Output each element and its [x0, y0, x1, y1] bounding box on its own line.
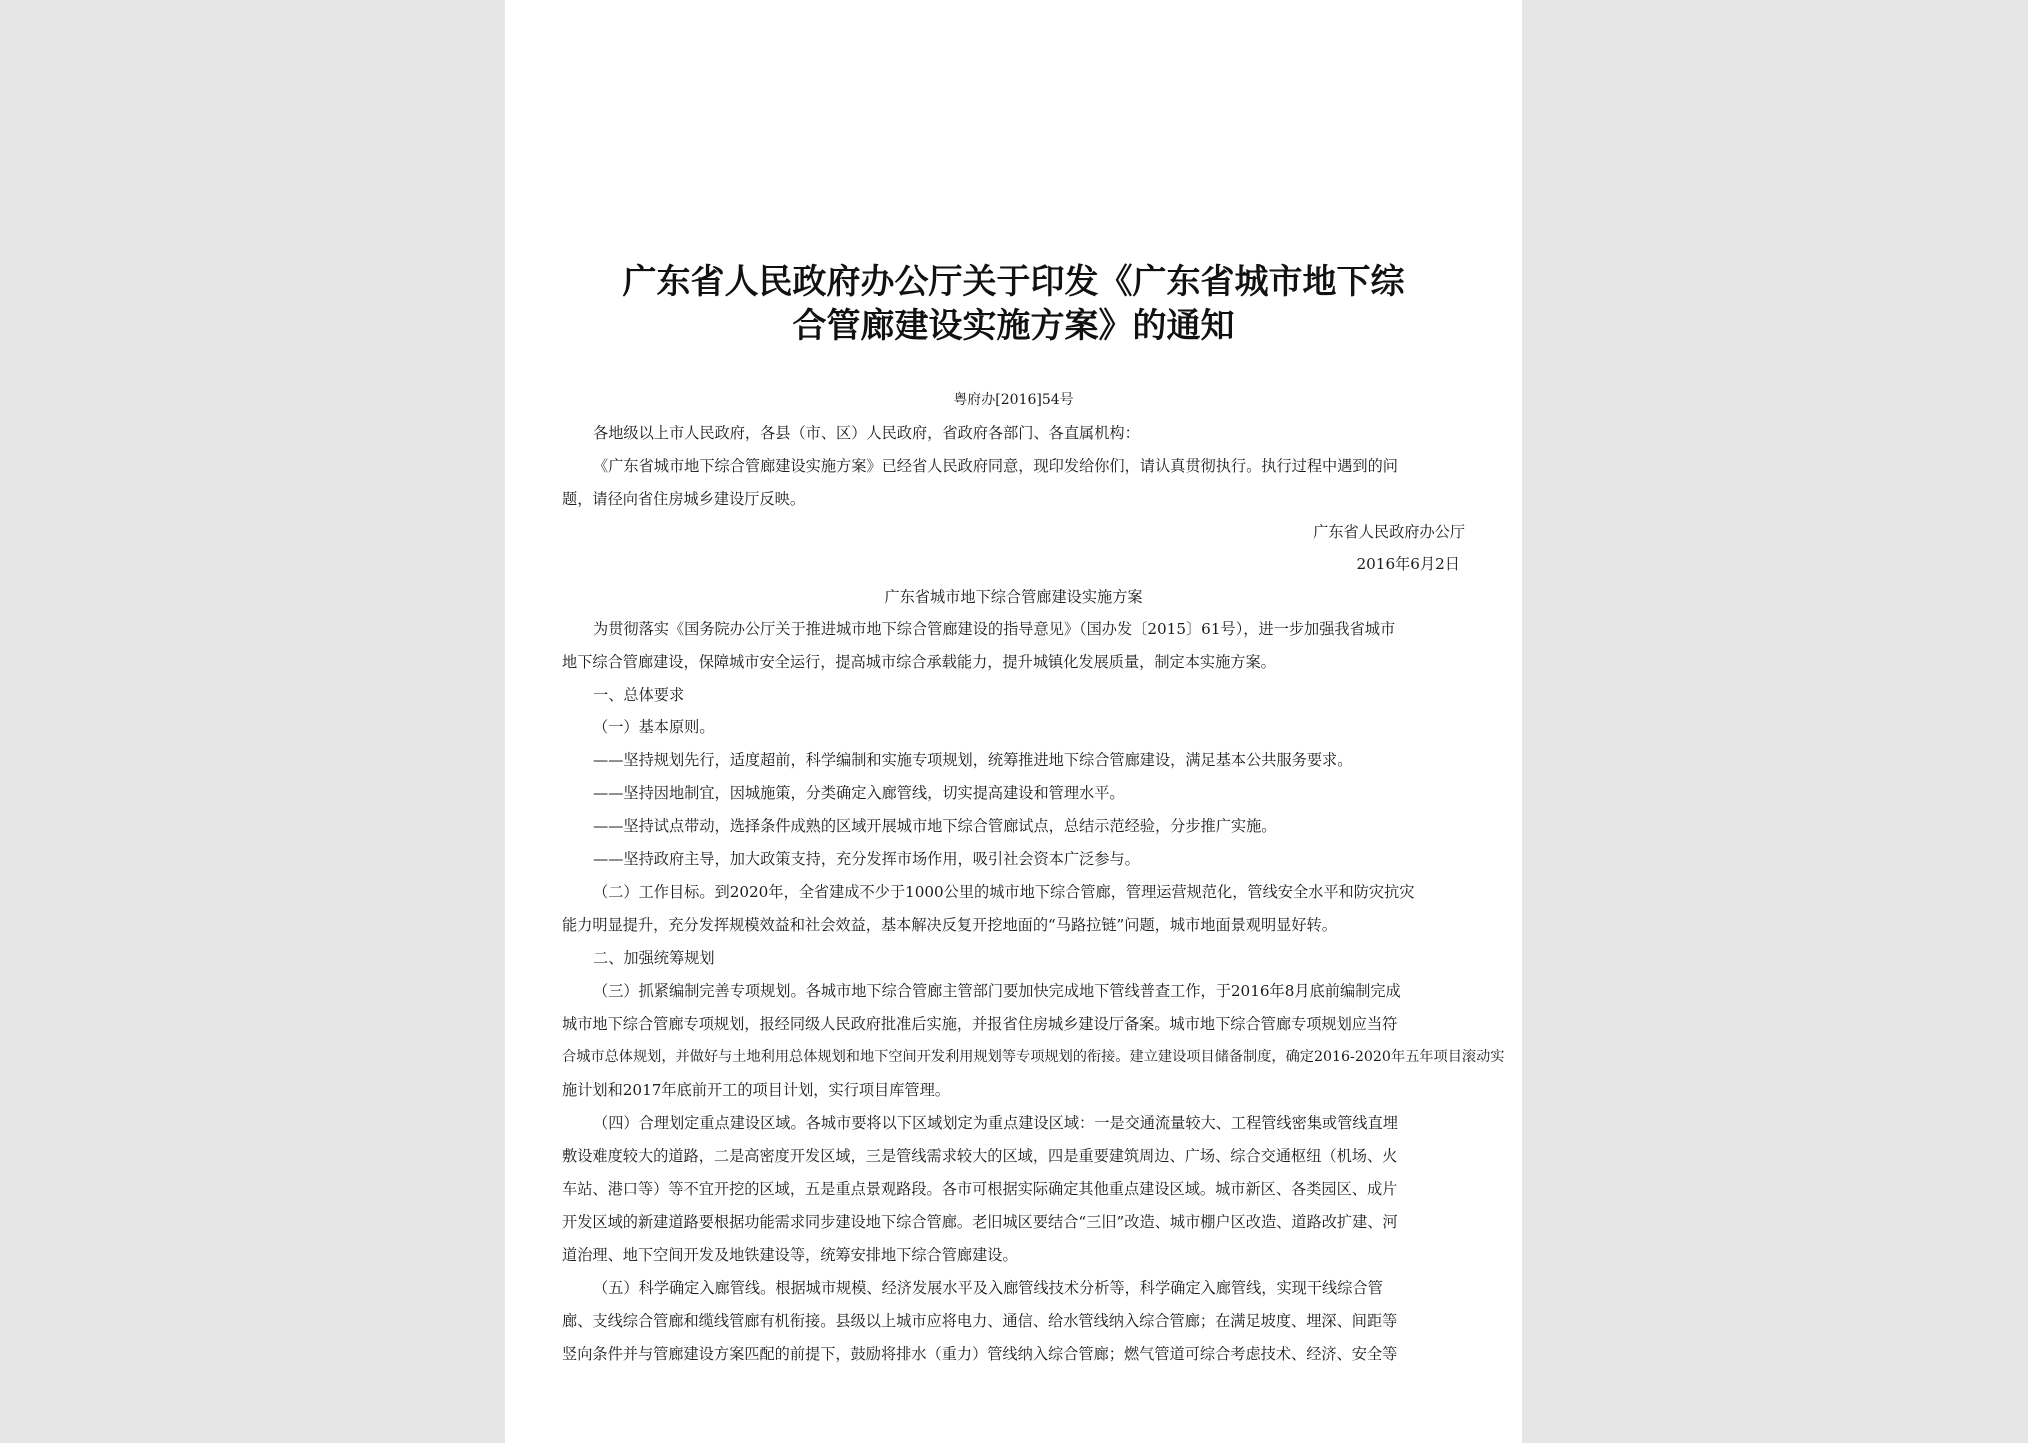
paragraph-line: 《广东省城市地下综合管廊建设实施方案》已经省人民政府同意，现印发给你们，请认真贯彻执行。执行过程中遇到的问 [593, 457, 1398, 475]
document-page [505, 0, 1522, 1443]
issuer: 广东省人民政府办公厅 [1313, 523, 1465, 541]
paragraph-line: 为贯彻落实《国务院办公厅关于推进城市地下综合管廊建设的指导意见》（国办发〔2015〕61号），进一步加强我省城市 [593, 620, 1396, 638]
paragraph-line: 施计划和2017年底前开工的项目计划，实行项目库管理。 [562, 1081, 950, 1099]
paragraph-line: （五）科学确定入廊管线。根据城市规模、经济发展水平及入廊管线技术分析等，科学确定入廊管线，实现干线综合管 [593, 1279, 1383, 1297]
paragraph-line: 竖向条件并与管廊建设方案匹配的前提下，鼓励将排水（重力）管线纳入综合管廊；燃气管道可综合考虑技术、经济、安全等 [562, 1345, 1398, 1363]
recipients-line: 各地级以上市人民政府，各县（市、区）人民政府，省政府各部门、各直属机构： [593, 424, 1140, 442]
document-title [565, 260, 1462, 348]
paragraph-line: 车站、港口等）等不宜开挖的区域，五是重点景观路段。各市可根据实际确定其他重点建设区域。城市新区、各类园区、成片 [562, 1180, 1398, 1198]
title-line: 广东省人民政府办公厅关于印发《广东省城市地下综 [622, 262, 1405, 302]
paragraph-line: （二）工作目标。到2020年，全省建成不少于1000公里的城市地下综合管廊，管理运营规范化，管线安全水平和防灾抗灾 [593, 883, 1415, 901]
paragraph-line: 敷设难度较大的道路，二是高密度开发区域，三是管线需求较大的区域，四是重要建筑周边、广场、综合交通枢纽（机场、火 [562, 1147, 1398, 1165]
paragraph-line: 合城市总体规划，并做好与土地利用总体规划和地下空间开发利用规划等专项规划的衔接。建立建设项目储备制度，确定2016-2020年五年项目滚动实 [562, 1049, 1505, 1065]
paragraph-line: 廊、支线综合管廊和缆线管廊有机衔接。县级以上城市应将电力、通信、给水管线纳入综合管廊；在满足坡度、埋深、间距等 [562, 1312, 1398, 1330]
plan-title: 广东省城市地下综合管廊建设实施方案 [884, 588, 1143, 606]
subsection-heading: （一）基本原则。 [593, 718, 715, 736]
paragraph-line: 开发区域的新建道路要根据功能需求同步建设地下综合管廊。老旧城区要结合“三旧”改造、城市棚户区改造、道路改扩建、河 [562, 1213, 1398, 1231]
document-number: 粤府办[2016]54号 [953, 392, 1074, 408]
section-heading: 一、总体要求 [593, 686, 685, 704]
bullet-line: ——坚持规划先行，适度超前，科学编制和实施专项规划，统筹推进地下综合管廊建设，满足基本公共服务要求。 [593, 751, 1353, 769]
bullet-line: ——坚持政府主导，加大政策支持，充分发挥市场作用，吸引社会资本广泛参与。 [593, 850, 1140, 868]
paragraph-line: （四）合理划定重点建设区域。各城市要将以下区域划定为重点建设区域：一是交通流量较大、工程管线密集或管线直埋 [593, 1114, 1398, 1132]
section-heading: 二、加强统筹规划 [593, 949, 715, 967]
paragraph-line: 城市地下综合管廊专项规划，报经同级人民政府批准后实施，并报省住房城乡建设厅备案。城市地下综合管廊专项规划应当符 [562, 1015, 1398, 1033]
title-line: 合管廊建设实施方案》的通知 [792, 306, 1235, 346]
paragraph-line: （三）抓紧编制完善专项规划。各城市地下综合管廊主管部门要加快完成地下管线普查工作，于2016年8月底前编制完成 [593, 982, 1401, 1000]
paragraph-line: 能力明显提升，充分发挥规模效益和社会效益，基本解决反复开挖地面的“马路拉链”问题，城市地面景观明显好转。 [562, 916, 1337, 934]
paragraph-line: 地下综合管廊建设，保障城市安全运行，提高城市综合承载能力，提升城镇化发展质量，制定本实施方案。 [562, 653, 1276, 671]
paragraph-line: 道治理、地下空间开发及地铁建设等，统筹安排地下综合管廊建设。 [562, 1246, 1018, 1264]
bullet-line: ——坚持试点带动，选择条件成熟的区域开展城市地下综合管廊试点，总结示范经验，分步推广实施。 [593, 817, 1277, 835]
issue-date: 2016年6月2日 [1356, 555, 1460, 573]
bullet-line: ——坚持因地制宜，因城施策，分类确定入廊管线，切实提高建设和管理水平。 [593, 784, 1125, 802]
paragraph-line: 题，请径向省住房城乡建设厅反映。 [562, 490, 805, 508]
